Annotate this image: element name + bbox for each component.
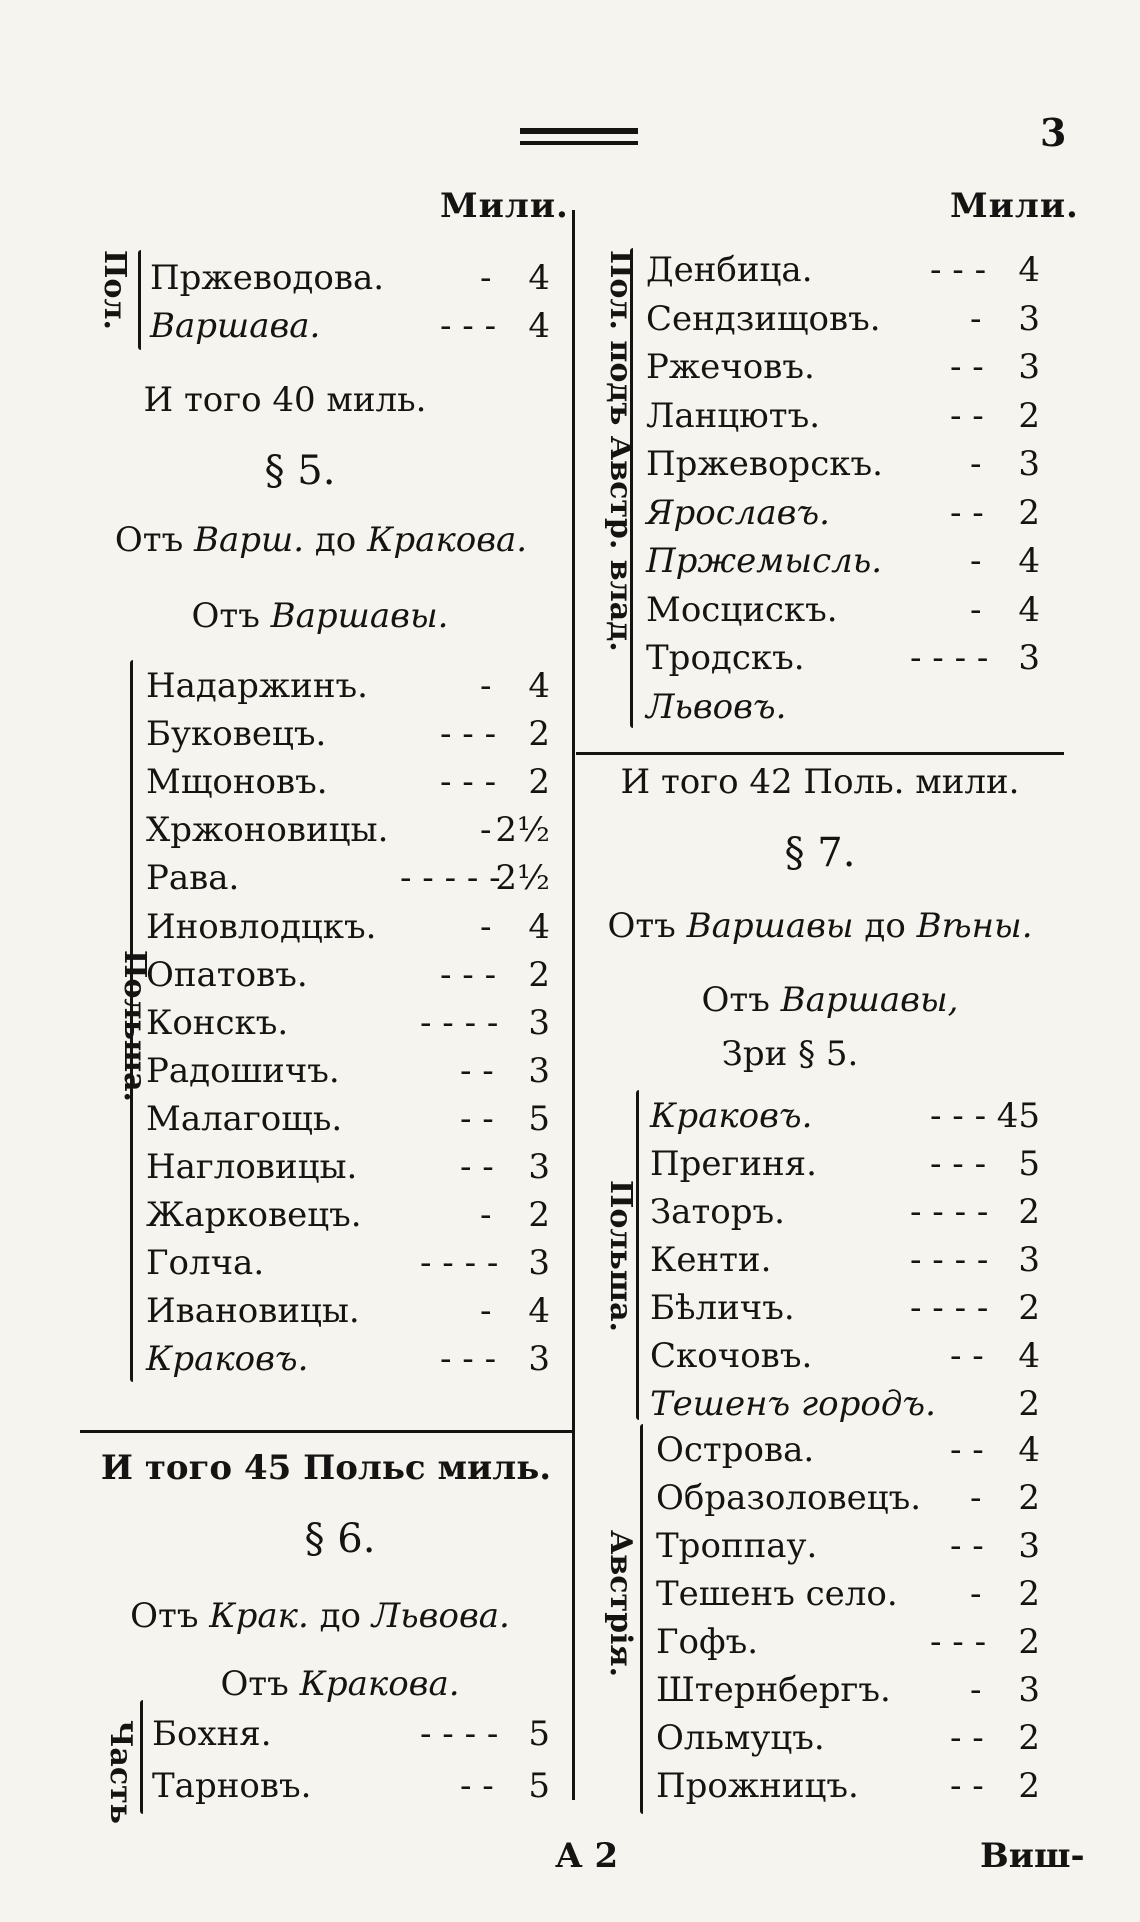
distance-miles: 3 (528, 1339, 550, 1380)
leader-dashes: - - (460, 1147, 494, 1187)
place-name: Тешенъ село. (656, 1574, 898, 1614)
leader-dashes: - (480, 906, 492, 947)
route-row (146, 664, 550, 708)
total-45: И того 45 Польс миль. (100, 1448, 552, 1488)
brace-polsha-2 (636, 1090, 639, 1420)
section-7-title: Отъ Варшавы до Вѣны. (607, 906, 1033, 946)
place-name: Кенти. (650, 1240, 772, 1280)
distance-miles: 4 (528, 258, 550, 298)
distance-miles: 3 (528, 1002, 550, 1043)
route-row (656, 1428, 1040, 1472)
distance-miles: 3 (528, 1243, 550, 1284)
route-row (146, 808, 550, 852)
leader-dashes: - - (460, 1766, 494, 1806)
distance-miles: 3 (528, 1147, 550, 1187)
route-row (150, 304, 550, 348)
brace-pol (138, 250, 141, 350)
place-name: Малагощь. (146, 1098, 343, 1139)
place-name: Жарковецъ. (146, 1195, 362, 1236)
route-row (656, 1476, 1040, 1520)
route-row (150, 256, 550, 300)
leader-dashes: - - (950, 395, 984, 436)
column-divider-top (572, 210, 575, 750)
place-name: Скочовъ. (650, 1336, 813, 1376)
section-7-see: Зри § 5. (721, 1034, 859, 1074)
place-name: Заторъ. (650, 1192, 785, 1232)
group-label-avstria: Австрія. (603, 1530, 638, 1678)
place-name: Львовъ. (646, 686, 787, 727)
place-name: Сендзищовъ. (646, 298, 881, 339)
place-name: Краковъ. (650, 1096, 813, 1136)
route-row (656, 1620, 1040, 1664)
route-row (646, 685, 1040, 729)
place-name: Опатовъ. (146, 954, 308, 995)
rule-after-sec6 (576, 752, 1064, 755)
leader-dashes: - (480, 810, 492, 851)
header-rule-lower (520, 141, 638, 145)
place-name: Нагловицы. (146, 1147, 358, 1187)
leader-dashes: - (970, 589, 982, 630)
leader-dashes: - - - (440, 1339, 497, 1380)
route-row (646, 394, 1040, 438)
distance-miles: 3 (1018, 1526, 1040, 1566)
distance-miles: 2 (528, 714, 550, 755)
place-name: Мщоновъ. (146, 762, 328, 803)
route-row (650, 1334, 1040, 1378)
leader-dashes: - - - (440, 954, 497, 995)
total-40: И того 40 миль. (143, 380, 427, 420)
leader-dashes: - - - - (420, 1714, 499, 1754)
distance-miles: 3 (1018, 1670, 1040, 1710)
page-number: 3 (1040, 110, 1067, 155)
leader-dashes: - - (950, 1430, 984, 1470)
route-row (146, 953, 550, 997)
leader-dashes: - - (460, 1050, 494, 1091)
route-row (656, 1716, 1040, 1760)
distance-miles: 5 (1018, 1144, 1040, 1184)
group-label-polsha: Польша. (117, 950, 152, 1102)
group-label-pol: Пол. (97, 250, 132, 330)
leader-dashes: - - (950, 492, 984, 533)
place-name: Прегиня. (650, 1144, 817, 1184)
place-name: Буковецъ. (146, 714, 327, 755)
route-row (656, 1668, 1040, 1712)
distance-miles: 2½ (495, 810, 550, 851)
place-name: Конскъ. (146, 1002, 289, 1043)
leader-dashes: - - - (930, 1096, 987, 1136)
distance-miles: 2 (1018, 395, 1040, 436)
place-name: Пржемысль. (646, 541, 883, 581)
section-5-from: Отъ Варшавы. (191, 596, 449, 636)
route-row (646, 539, 1040, 583)
route-row (146, 1193, 550, 1237)
route-row (146, 1001, 550, 1045)
route-row (656, 1764, 1040, 1808)
leader-dashes: - - - - (910, 638, 989, 678)
distance-miles: 2 (1018, 1288, 1040, 1328)
distance-miles: 3 (1018, 444, 1040, 484)
distance-miles: 5 (528, 1098, 550, 1139)
leader-dashes: - - - - (910, 1240, 989, 1280)
leader-dashes: - - - - (420, 1002, 499, 1043)
distance-miles: 4 (528, 666, 550, 706)
place-name: Мосцискъ. (646, 589, 838, 630)
route-row (650, 1142, 1040, 1186)
leader-dashes: - (970, 298, 982, 339)
route-row (146, 760, 550, 804)
leader-dashes: - - - - - (400, 858, 501, 899)
place-name: Пржеводова. (150, 258, 385, 298)
place-name: Острова. (656, 1430, 815, 1470)
place-name: Хржоновицы. (146, 810, 389, 851)
leader-dashes: - (480, 1291, 492, 1332)
section-7-from: Отъ Варшавы, (701, 980, 959, 1020)
distance-miles: 2 (1018, 492, 1040, 533)
brace-polsha (130, 660, 133, 1382)
brace-avstr-vlad (630, 248, 633, 728)
route-row (146, 712, 550, 756)
route-row (146, 1337, 550, 1381)
distance-miles: 2 (1018, 1574, 1040, 1614)
leader-dashes: - - - (440, 306, 497, 346)
place-name: Радошичъ. (146, 1050, 340, 1091)
place-name: Голча. (146, 1243, 265, 1284)
section-5-title: Отъ Варш. до Кракова. (114, 520, 528, 560)
total-42: И того 42 Поль. мили. (620, 762, 1020, 802)
leader-dashes: - - - (440, 714, 497, 755)
miles-heading-left: Мили. (440, 186, 569, 226)
signature-mark: А 2 (555, 1836, 619, 1876)
section-6-from: Отъ Кракова. (220, 1664, 460, 1704)
distance-miles: 2 (528, 1195, 550, 1236)
route-row (146, 856, 550, 900)
leader-dashes: - - - (930, 1622, 987, 1662)
leader-dashes: - (480, 666, 492, 706)
leader-dashes: - - - (930, 250, 987, 290)
route-row (646, 491, 1040, 535)
place-name: Образоловецъ. (656, 1478, 922, 1518)
distance-miles: 2 (1018, 1622, 1040, 1662)
place-name: Денбица. (646, 250, 813, 290)
leader-dashes: - - (950, 1526, 984, 1566)
place-name: Бѣличъ. (650, 1288, 795, 1328)
place-name: Прожницъ. (656, 1766, 859, 1806)
leader-dashes: - - (950, 1718, 984, 1758)
place-name: Ланцютъ. (646, 395, 821, 436)
place-name: Тешенъ городъ. (650, 1384, 936, 1424)
distance-miles: 5 (528, 1766, 550, 1806)
distance-miles: 4 (1018, 1430, 1040, 1470)
brace-avstria (640, 1424, 643, 1814)
leader-dashes: - (970, 541, 982, 581)
leader-dashes: - (480, 258, 492, 298)
distance-miles: 45 (996, 1096, 1040, 1136)
place-name: Тродскъ. (646, 638, 805, 678)
place-name: Краковъ. (146, 1339, 309, 1380)
leader-dashes: - - (950, 347, 984, 387)
leader-dashes: - (970, 444, 982, 484)
route-row (646, 442, 1040, 486)
route-row (656, 1524, 1040, 1568)
distance-miles: 3 (1018, 1240, 1040, 1280)
distance-miles: 2 (1018, 1384, 1040, 1424)
place-name: Ольмуцъ. (656, 1718, 825, 1758)
distance-miles: 2½ (495, 858, 550, 899)
route-row (152, 1712, 550, 1756)
leader-dashes: - (970, 1670, 982, 1710)
route-row (646, 297, 1040, 341)
place-name: Штернбергъ. (656, 1670, 891, 1710)
section-5: § 5. (264, 448, 336, 494)
route-row (646, 345, 1040, 389)
distance-miles: 4 (1018, 541, 1040, 581)
distance-miles: 2 (1018, 1718, 1040, 1758)
place-name: Варшава. (150, 306, 321, 346)
group-label-polsha-2: Польша. (603, 1180, 638, 1332)
route-row (146, 905, 550, 949)
brace-chast (140, 1700, 143, 1814)
place-name: Троппау. (656, 1526, 818, 1566)
distance-miles: 2 (528, 954, 550, 995)
section-6-title: Отъ Крак. до Львова. (130, 1596, 510, 1636)
group-label-avstr-vlad: Пол. подъ Австр. влад. (603, 250, 638, 652)
place-name: Ивановицы. (146, 1291, 360, 1332)
distance-miles: 4 (528, 906, 550, 947)
leader-dashes: - (970, 1574, 982, 1614)
place-name: Ржечовъ. (646, 347, 815, 387)
distance-miles: 2 (528, 762, 550, 803)
column-divider-bottom (572, 750, 575, 1800)
place-name: Надаржинъ. (146, 666, 368, 706)
place-name: Гофъ. (656, 1622, 759, 1662)
distance-miles: 2 (1018, 1192, 1040, 1232)
route-row (146, 1049, 550, 1093)
leader-dashes: - (480, 1195, 492, 1236)
distance-miles: 4 (1018, 250, 1040, 290)
distance-miles: 4 (528, 306, 550, 346)
distance-miles: 3 (1018, 347, 1040, 387)
route-row (650, 1286, 1040, 1330)
route-row (146, 1241, 550, 1285)
group-label-chast: Часть (103, 1720, 138, 1825)
route-row (646, 588, 1040, 632)
route-row (146, 1145, 550, 1189)
distance-miles: 3 (528, 1050, 550, 1091)
leader-dashes: - - - - (910, 1192, 989, 1232)
distance-miles: 2 (1018, 1478, 1040, 1518)
route-row (146, 1289, 550, 1333)
place-name: Пржеворскъ. (646, 444, 883, 484)
distance-miles: 3 (1018, 638, 1040, 678)
rule-after-sec5 (80, 1430, 572, 1433)
place-name: Иновлодцкъ. (146, 906, 377, 947)
route-row (650, 1094, 1040, 1138)
route-row (646, 248, 1040, 292)
leader-dashes: - - - - (420, 1243, 499, 1284)
section-7: § 7. (784, 830, 856, 876)
route-row (650, 1190, 1040, 1234)
leader-dashes: - - - (440, 762, 497, 803)
route-row (650, 1382, 1040, 1426)
catchword: Виш- (980, 1836, 1085, 1876)
distance-miles: 3 (1018, 298, 1040, 339)
distance-miles: 4 (528, 1291, 550, 1332)
leader-dashes: - - - - (910, 1288, 989, 1328)
distance-miles: 2 (1018, 1766, 1040, 1806)
distance-miles: 4 (1018, 589, 1040, 630)
leader-dashes: - - (950, 1766, 984, 1806)
route-row (650, 1238, 1040, 1282)
header-rule (520, 128, 638, 134)
place-name: Рава. (146, 858, 240, 899)
distance-miles: 5 (528, 1714, 550, 1754)
route-row (646, 636, 1040, 680)
leader-dashes: - - (460, 1098, 494, 1139)
place-name: Бохня. (152, 1714, 272, 1754)
miles-heading-right: Мили. (950, 186, 1079, 226)
route-row (656, 1572, 1040, 1616)
route-row (152, 1764, 550, 1808)
leader-dashes: - (970, 1478, 982, 1518)
distance-miles: 4 (1018, 1336, 1040, 1376)
place-name: Ярославъ. (646, 492, 830, 533)
leader-dashes: - - (950, 1336, 984, 1376)
section-6: § 6. (304, 1516, 376, 1562)
route-row (146, 1097, 550, 1141)
leader-dashes: - - - (930, 1144, 987, 1184)
place-name: Тарновъ. (152, 1766, 312, 1806)
